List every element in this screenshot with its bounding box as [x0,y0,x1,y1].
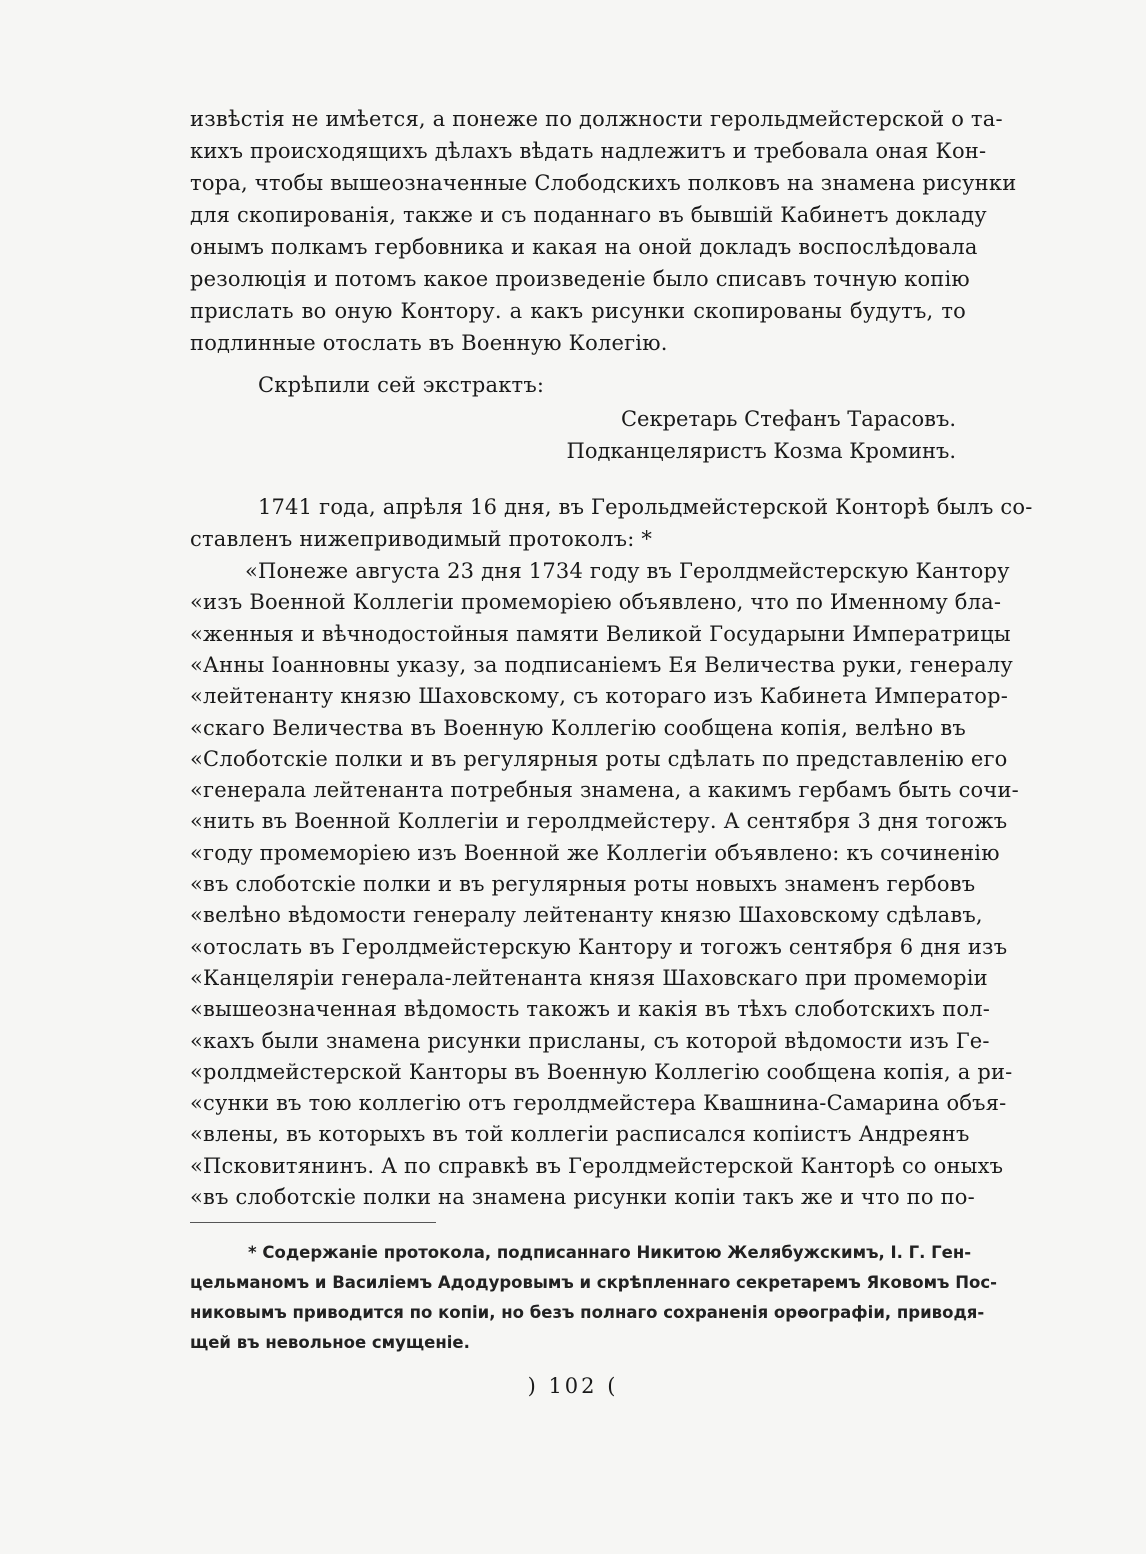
quote-line: «кахъ были знамена рисунки присланы, съ которой вѣдомости изъ Ге- [190,1028,990,1053]
text-line: тора, чтобы вышеозначенные Слободскихъ полковъ на знамена рисунки [190,171,1017,195]
signature-subclerk: Подканцеляристъ Козма Кроминъ. [566,439,956,463]
quote-line: «велѣно вѣдомости генералу лейтенанту князю Шаховскому сдѣлавъ, [190,903,983,928]
quote-line: «влены, въ которыхъ въ той коллегіи расписался копіистъ Андреянъ [190,1122,970,1147]
quote-line: «вышеозначенная вѣдомость такожъ и какія въ тѣхъ слоботскихъ пол- [190,997,991,1022]
quote-line: «скаго Величества въ Военную Коллегію сообщена копія, велѣно въ [190,715,966,740]
footnote-line: щей въ невольное смущеніе. [190,1333,470,1352]
text-line: для скопированія, также и съ поданнаго въ бывшій Кабинетъ докладу [190,203,987,227]
quote-line: «Понеже августа 23 дня 1734 году въ Геролдмейстерскую Кантору [245,559,1010,583]
quote-line: «женныя и вѣчнодостойныя памяти Великой Государыни Императрицы [190,621,1011,646]
text-line: прислать во оную Контору. а какъ рисунки скопированы будутъ, то [190,299,966,323]
quote-line: «Слоботскіе полки и въ регулярныя роты сдѣлать по представленію его [190,746,1008,771]
quote-line: «изъ Военной Коллегіи промеморіею объявлено, что по Именному бла- [190,590,1002,615]
quote-line: «Канцеляріи генерала-лейтенанта князя Шаховскаго при промеморіи [190,965,988,990]
text-line: кихъ происходящихъ дѣлахъ вѣдать надлежитъ и требовала оная Кон- [190,139,987,163]
text-line: резолюція и потомъ какое произведеніе было списавъ точную копію [190,267,970,291]
text-line: ставленъ нижеприводимый протоколъ: * [190,527,653,551]
quote-line: «сунки въ тою коллегію отъ геролдмейстера Квашнина-Самарина объя- [190,1091,1007,1116]
certification-line: Скрѣпили сей экстрактъ: [258,373,545,397]
quote-line: «ролдмейстерской Канторы въ Военную Коллегію сообщена копія, а ри- [190,1059,1013,1084]
page-number: ) 102 ( [527,1374,619,1398]
signature-secretary: Секретарь Стефанъ Тарасовъ. [620,407,956,431]
footnote-line: никовымъ приводится по копіи, но безъ полнаго сохраненія орѳографіи, приводя- [190,1303,985,1322]
footnote-line: * Содержаніе протокола, подписаннаго Никитою Желябужскимъ, І. Г. Ген- [248,1243,972,1262]
footnote-divider [190,1222,436,1223]
quote-line: «Псковитянинъ. А по справкѣ въ Геролдмейстерской Канторѣ со оныхъ [190,1153,1004,1178]
quote-line: «нить въ Военной Коллегіи и геролдмейстеру. А сентября 3 дня тогожъ [190,809,1008,834]
text-line: подлинные отослать въ Военную Колегію. [190,331,668,355]
quote-line: «въ слоботскіе полки на знамена рисунки копіи такъ же и что по по- [190,1185,975,1209]
quote-line: «Анны Іоанновны указу, за подписаніемъ Ея Величества руки, генералу [190,652,1013,677]
text-line: онымъ полкамъ гербовника и какая на оной докладъ воспослѣдовала [190,235,978,259]
text-line: извѣстія не имѣется, а понеже по должности герольдмейстерской о та- [190,107,1003,131]
quote-line: «году промеморіею изъ Военной же Коллегіи объявлено: къ сочиненію [190,840,1000,865]
text-line: 1741 года, апрѣля 16 дня, въ Герольдмейстерской Конторѣ былъ со- [258,495,1033,519]
footnote-line: цельманомъ и Василіемъ Адодуровымъ и скрѣпленнаго секретаремъ Яковомъ Пос- [190,1273,997,1292]
quote-line: «генерала лейтенанта потребныя знамена, а какимъ гербамъ быть сочи- [190,778,1019,803]
quote-line: «лейтенанту князю Шаховскому, съ котораго изъ Кабинета Император- [190,684,1009,709]
quote-line: «отослать въ Геролдмейстерскую Кантору и тогожъ сентября 6 дня изъ [190,934,1008,959]
quote-line: «въ слоботскіе полки и въ регулярныя роты новыхъ знаменъ гербовъ [190,872,976,896]
